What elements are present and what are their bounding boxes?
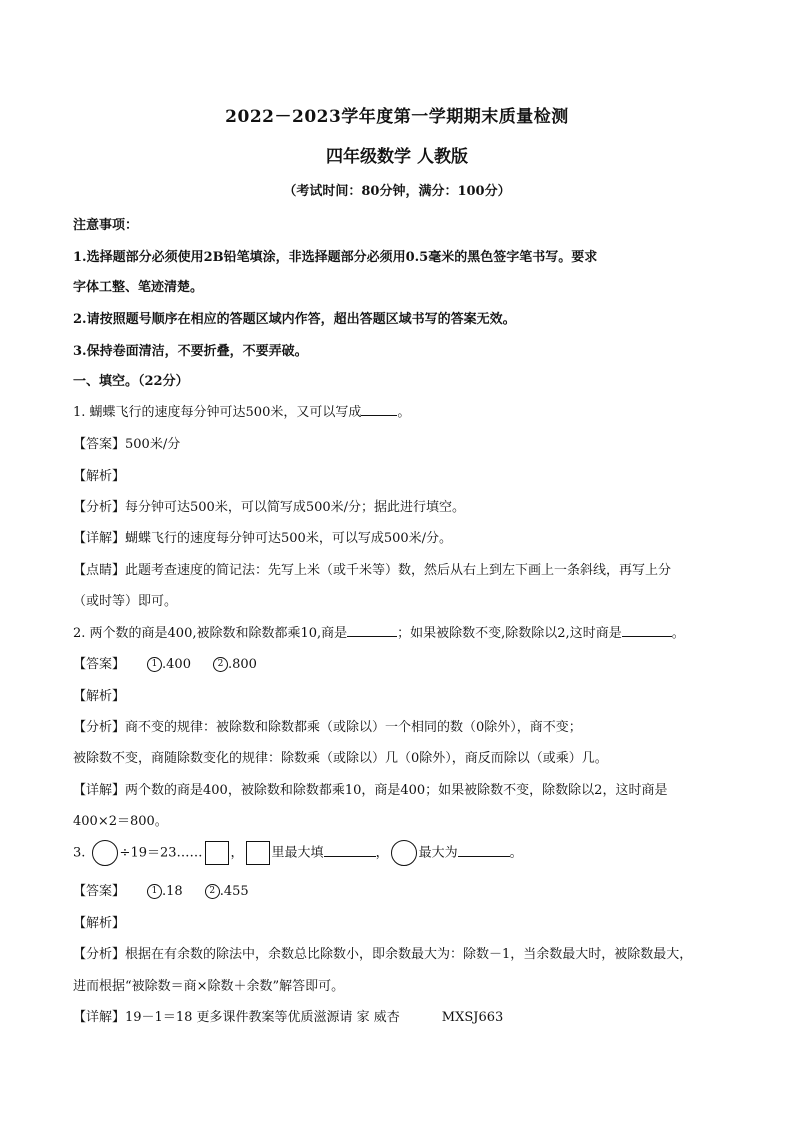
answer-blank: [324, 842, 376, 857]
analysis-tag: 【解析】: [73, 689, 126, 704]
answer-blank: [458, 842, 510, 857]
detail-row: [73, 779, 733, 798]
question-sep: ，: [230, 845, 244, 861]
question-end: 。: [509, 845, 523, 861]
fenxi-cont: 被除数不变，商随除数变化的规律：除数乘（或除以）几（0除外），商反而除以（或乘）几。: [73, 751, 608, 766]
detail-row: [73, 1006, 733, 1025]
analysis-tag: 【解析】: [73, 469, 126, 484]
notice-heading: 注意事项：: [73, 218, 139, 233]
circle-box: [92, 840, 118, 866]
circled-number: 1: [147, 884, 162, 899]
fenxi-tag: 【分析】: [73, 947, 126, 962]
question-text: 里最大填: [271, 845, 324, 861]
question-1: [73, 401, 733, 420]
exam-info: （考试时间：80分钟，满分：100分）: [283, 184, 511, 199]
question-expr: ÷19＝23……: [119, 845, 203, 861]
notice-item-1-cont: 字体工整、笔迹清楚。: [73, 280, 204, 295]
question-2: [73, 622, 733, 641]
answer-text: .800: [227, 657, 257, 672]
answer-row: [73, 653, 733, 672]
analysis-tag: 【解析】: [73, 916, 126, 931]
fenxi-text: 商不变的规律：被除数和除数都乘（或除以）一个相同的数（0除外），商不变；: [125, 720, 582, 735]
fenxi-cont: 进而根据“被除数＝商×除数＋余数”解答即可。: [73, 979, 345, 994]
detail-text: 两个数的商是400，被除数和除数都乘10，商是400；如果被除数不变，除数除以2，这时商是: [125, 783, 668, 798]
circle-box: [391, 840, 417, 866]
notice-item-1: 1.选择题部分必须使用2B铅笔填涂，非选择题部分必须用0.5毫米的黑色签字笔书写。要求: [73, 250, 598, 265]
square-box: [246, 841, 270, 865]
answer-row: [73, 433, 733, 452]
detail-cont: 400×2＝800。: [73, 814, 168, 829]
detail-tag: 【详解】: [73, 1010, 126, 1025]
dianjing-cont: （或时等）即可。: [73, 594, 178, 609]
dianjing-tag: 【点睛】: [73, 563, 126, 578]
detail-tag: 【详解】: [73, 531, 126, 546]
square-box: [205, 841, 229, 865]
fenxi-text: 根据在有余数的除法中，余数总比除数小，即余数最大为：除数－1，当余数最大时，被除数最大，: [125, 947, 693, 962]
dianjing-row: [73, 559, 733, 578]
answer-blank: [622, 622, 672, 637]
page-title: 2022－2023学年度第一学期期末质量检测: [225, 107, 569, 127]
answer-text: 500米/分: [125, 437, 181, 452]
question-text-2: ；如果被除数不变,除数除以2,这时商是: [397, 626, 622, 641]
question-3: [73, 840, 733, 866]
fenxi-row: [73, 716, 733, 735]
dianjing-text: 此题考查速度的简记法：先写上米（或千米等）数，然后从右上到左下画上一条斜线，再写上分: [125, 563, 672, 578]
answer-text: .455: [219, 884, 249, 899]
question-sep: ，: [375, 845, 389, 861]
answer-blank: [361, 401, 397, 416]
circled-number: 1: [147, 657, 162, 672]
answer-text: .18: [162, 884, 183, 899]
answer-row: [73, 880, 733, 899]
fenxi-tag: 【分析】: [73, 720, 126, 735]
answer-tag: 【答案】: [73, 437, 126, 452]
answer-text: .400: [162, 657, 191, 672]
question-end: 。: [671, 626, 685, 641]
question-end: 。: [397, 405, 411, 420]
page-subtitle: 四年级数学 人教版: [326, 147, 468, 167]
notice-item-3: 3.保持卷面清洁，不要折叠，不要弄破。: [73, 344, 308, 359]
section-heading: 一、填空。（22分）: [73, 374, 189, 389]
watermark-code: MXSJ663: [441, 1010, 504, 1025]
fenxi-row: [73, 943, 733, 962]
answer-tag: 【答案】: [73, 657, 126, 672]
question-text: 2. 两个数的商是400,被除数和除数都乘10,商是: [73, 626, 348, 641]
detail-row: [73, 527, 733, 546]
fenxi-text: 每分钟可达500米，可以简写成500米/分；据此进行填空。: [125, 500, 466, 515]
question-text: 最大为: [418, 845, 458, 861]
notice-item-2: 2.请按照题号顺序在相应的答题区域内作答，超出答题区域书写的答案无效。: [73, 312, 516, 327]
circled-number: 2: [213, 657, 228, 672]
answer-blank: [347, 622, 397, 637]
detail-tag: 【详解】: [73, 783, 126, 798]
fenxi-row: [73, 496, 733, 515]
fenxi-tag: 【分析】: [73, 500, 126, 515]
question-text: 1. 蝴蝶飞行的速度每分钟可达500米，又可以写成: [73, 405, 362, 420]
question-number: 3.: [73, 845, 86, 861]
detail-text: 蝴蝶飞行的速度每分钟可达500米，可以写成500米/分。: [125, 531, 453, 546]
circled-number: 2: [205, 884, 220, 899]
detail-text: 19－1＝18 更多课件教案等优质滋源请 家 威杏: [125, 1010, 400, 1025]
answer-tag: 【答案】: [73, 884, 126, 899]
